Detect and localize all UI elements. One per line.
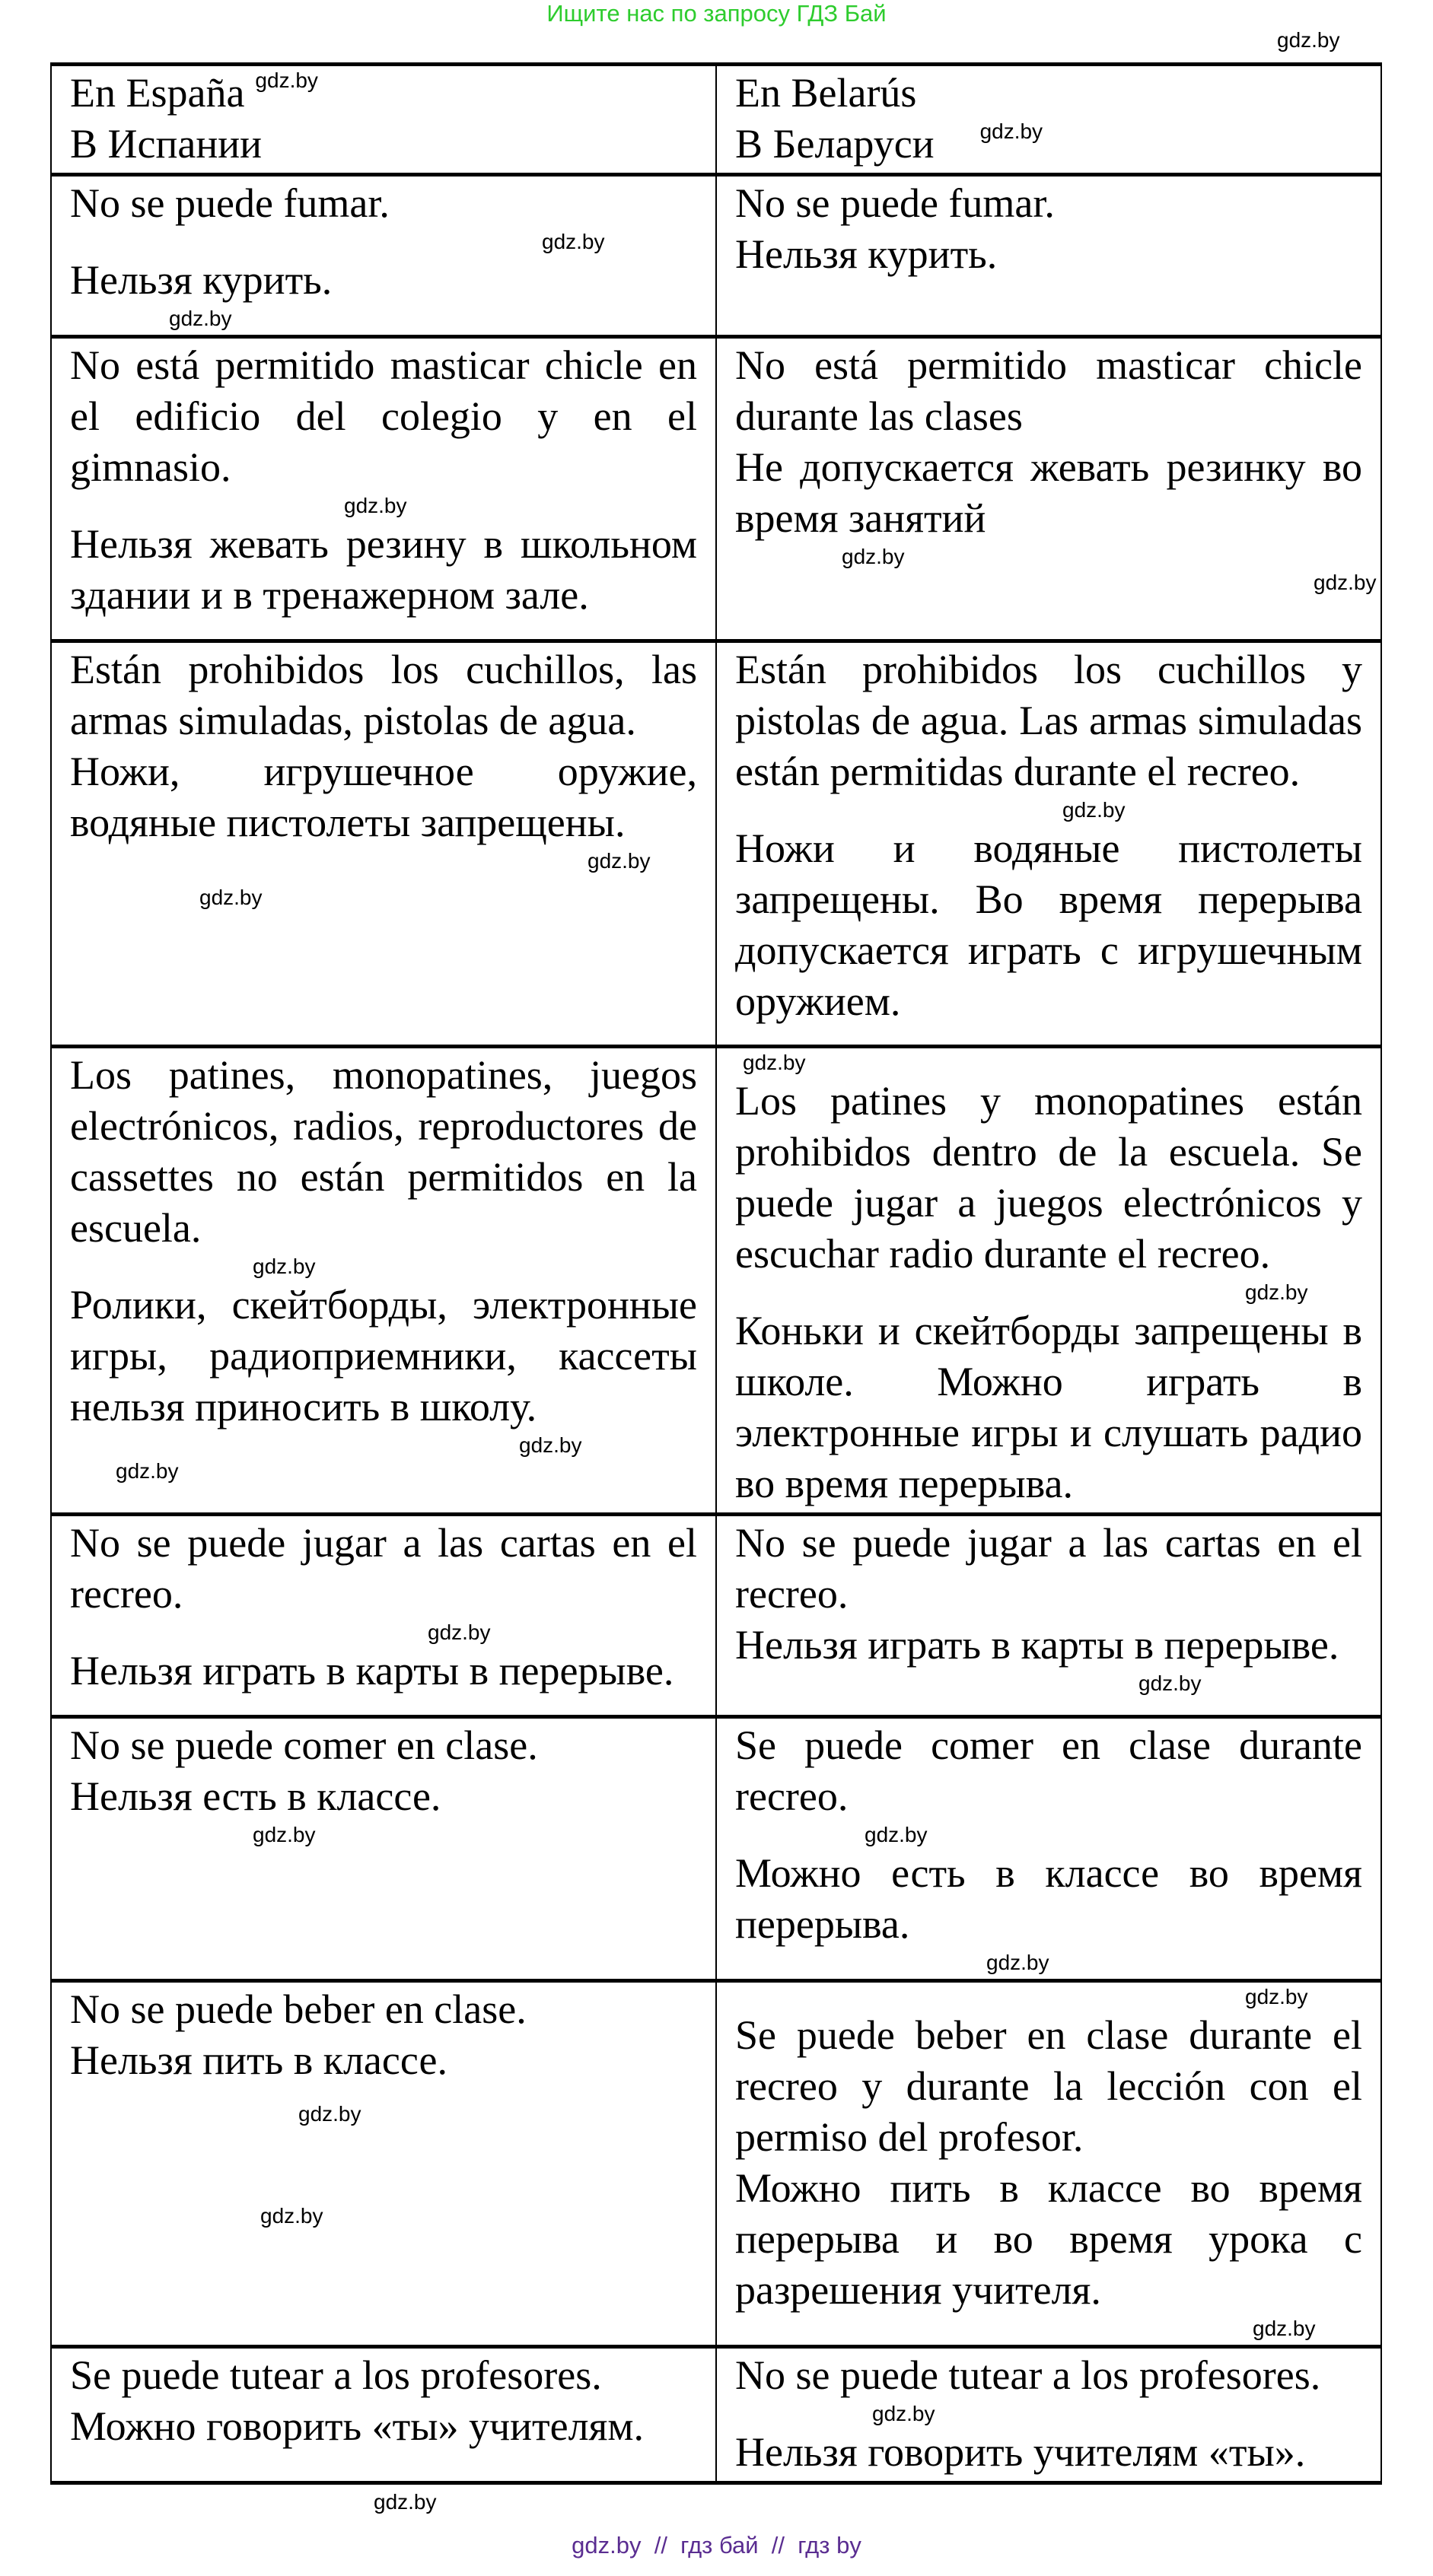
cell-spain xyxy=(51,2347,716,2483)
header-spain-es-text: En España xyxy=(70,70,245,116)
table-row xyxy=(51,175,1381,337)
table-row xyxy=(51,641,1381,1047)
watermark: gdz.by xyxy=(253,1255,316,1278)
watermark: gdz.by xyxy=(743,1051,806,1074)
watermark: gdz.by xyxy=(116,1459,179,1483)
text-es: Los patines y monopatines están prohibidos dentro de la escuela. Se puede jugar a juegos electrónicos y escuchar radio durante el recreo. xyxy=(735,1078,1362,1277)
watermark: gdz.by xyxy=(1138,1671,1202,1695)
watermark: gdz.by xyxy=(428,1620,491,1644)
watermark: gdz.by xyxy=(1245,1985,1308,2008)
table-header-row xyxy=(51,65,1381,175)
cell-spain xyxy=(51,641,716,1047)
text-ru: Ножи и водяные пистолеты запрещены. Во время перерыва допускается играть с игрушечным оружием. xyxy=(735,825,1362,1024)
text-ru: Можно есть в классе во время перерыва. xyxy=(735,1850,1362,1947)
cell-belarus xyxy=(716,337,1381,641)
table-row xyxy=(51,2347,1381,2483)
text-ru: Не допускается жевать резинку во время занятий xyxy=(735,444,1362,541)
cell-belarus xyxy=(716,641,1381,1047)
watermark: gdz.by xyxy=(519,1433,582,1457)
watermark: gdz.by xyxy=(1314,571,1377,594)
text-es: Los patines, monopatines, juegos electrónicos, radios, reproductores de cassettes no están permitidos en la escuela. xyxy=(70,1052,697,1251)
watermark: gdz.by xyxy=(255,68,318,92)
cell-spain xyxy=(51,175,716,337)
cell-spain xyxy=(51,1515,716,1717)
watermark: gdz.by xyxy=(588,849,651,873)
cell-belarus xyxy=(716,1717,1381,1981)
text-ru: Можно пить в классе во время перерыва и во время урока с разрешения учителя. xyxy=(735,2165,1362,2313)
header-spain xyxy=(51,65,716,175)
text-es: Se puede beber en clase durante el recreo y durante la lección con el permiso del profesor. xyxy=(735,2012,1362,2160)
text-es: No está permitido masticar chicle en el edificio del colegio y en el gimnasio. xyxy=(70,342,697,490)
text-es: No se puede jugar a las cartas en el recreo. xyxy=(735,1520,1362,1617)
header-belarus xyxy=(716,65,1381,175)
cell-belarus xyxy=(716,175,1381,337)
text-es: Están prohibidos los cuchillos y pistolas de agua. Las armas simuladas están permitidas durante el recreo. xyxy=(735,647,1362,794)
cell-spain xyxy=(51,1717,716,1981)
search-banner: Ищите нас по запросу ГДЗ Бай xyxy=(546,0,887,27)
cell-belarus xyxy=(716,1515,1381,1717)
watermark: gdz.by xyxy=(986,1951,1049,1974)
watermark: gdz.by xyxy=(199,886,263,909)
watermark: gdz.by xyxy=(374,2490,437,2514)
watermark: gdz.by xyxy=(872,2402,935,2425)
cell-belarus xyxy=(716,1981,1381,2347)
watermark: gdz.by xyxy=(865,1823,928,1846)
text-es: No está permitido masticar chicle durante las clases xyxy=(735,342,1362,439)
header-spain-es xyxy=(70,68,697,119)
text-ru: Нельзя играть в карты в перерыве. xyxy=(70,1648,674,1693)
text-ru: Нельзя говорить учителям «ты». xyxy=(735,2429,1306,2475)
watermark: gdz.by xyxy=(344,494,407,517)
text-ru: Нельзя жевать резину в школьном здании и в тренажерном зале. xyxy=(70,521,697,618)
footer-links: gdz.by // гдз бай // гдз by xyxy=(572,2532,861,2559)
text-es: No se puede comer en clase. xyxy=(70,1722,538,1768)
watermark: gdz.by xyxy=(253,1823,316,1846)
text-ru: Ножи, игрушечное оружие, водяные пистолеты запрещены. xyxy=(70,749,697,845)
text-ru: Нельзя курить. xyxy=(735,231,998,277)
header-belarus-ru xyxy=(735,119,1362,170)
text-es: No se puede fumar. xyxy=(70,180,390,226)
cell-belarus xyxy=(716,2347,1381,2483)
cell-belarus xyxy=(716,1047,1381,1515)
cell-spain xyxy=(51,337,716,641)
watermark: gdz.by xyxy=(1253,2317,1316,2340)
watermark: gdz.by xyxy=(1277,28,1340,52)
text-es: Se puede comer en clase durante recreo. xyxy=(735,1722,1362,1819)
text-ru: Нельзя играть в карты в перерыве. xyxy=(735,1622,1339,1668)
watermark: gdz.by xyxy=(1062,798,1126,822)
text-es: Están prohibidos los cuchillos, las armas simuladas, pistolas de agua. xyxy=(70,647,697,743)
rules-comparison-table xyxy=(50,62,1382,2485)
watermark: gdz.by xyxy=(979,119,1043,143)
text-es: No se puede tutear a los profesores. xyxy=(735,2352,1321,2398)
text-ru: Нельзя курить. xyxy=(70,257,333,303)
text-es: Se puede tutear a los profesores. xyxy=(70,2352,602,2398)
table-row xyxy=(51,1717,1381,1981)
text-ru: Нельзя есть в классе. xyxy=(70,1773,441,1819)
table-row xyxy=(51,1981,1381,2347)
text-es: No se puede fumar. xyxy=(735,180,1055,226)
text-ru: Коньки и скейтборды запрещены в школе. Можно играть в электронные игры и слушать радио во время перерыва. xyxy=(735,1308,1362,1506)
text-ru: Можно говорить «ты» учителям. xyxy=(70,2403,645,2449)
header-belarus-es: En Belarús xyxy=(735,70,917,116)
watermark: gdz.by xyxy=(260,2204,323,2228)
cell-spain xyxy=(51,1047,716,1515)
text-es: No se puede beber en clase. xyxy=(70,1986,527,2032)
table-row xyxy=(51,1515,1381,1717)
watermark: gdz.by xyxy=(842,545,905,568)
watermark: gdz.by xyxy=(542,230,605,253)
header-belarus-ru-text: В Беларуси xyxy=(735,121,935,167)
text-ru: Нельзя пить в классе. xyxy=(70,2037,447,2083)
watermark: gdz.by xyxy=(169,307,232,330)
text-ru: Ролики, скейтборды, электронные игры, радиоприемники, кассеты нельзя приносить в школу. xyxy=(70,1282,697,1430)
table-row xyxy=(51,1047,1381,1515)
cell-spain xyxy=(51,1981,716,2347)
watermark: gdz.by xyxy=(1245,1280,1308,1304)
text-es: No se puede jugar a las cartas en el recreo. xyxy=(70,1520,697,1617)
watermark: gdz.by xyxy=(298,2102,361,2126)
table-row xyxy=(51,337,1381,641)
header-spain-ru: В Испании xyxy=(70,121,263,167)
